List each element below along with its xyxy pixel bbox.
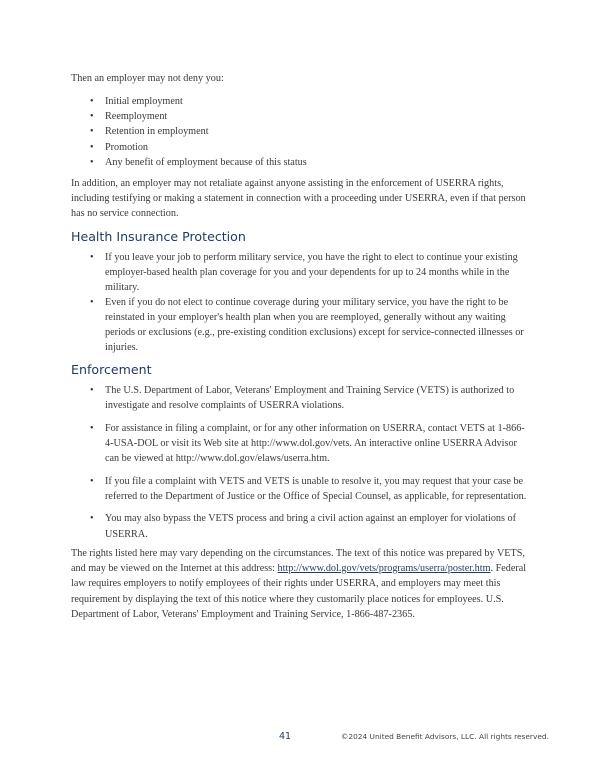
copyright-notice: ©2024 United Benefit Advisors, LLC. All rights reserved. xyxy=(341,732,549,741)
list-item: • You may also bypass the VETS process and bring a civil action against an employer for violations of USERRA. xyxy=(90,511,531,541)
list-item: • Initial employment xyxy=(90,94,531,109)
page-number: 41 xyxy=(279,731,292,742)
health-insurance-heading: Health Insurance Protection xyxy=(71,228,246,244)
deny-list xyxy=(71,94,531,169)
list-item: • Promotion xyxy=(90,140,531,155)
list-item: • Retention in employment xyxy=(90,124,531,139)
enforcement-heading: Enforcement xyxy=(71,362,152,378)
enforcement-list xyxy=(71,383,531,541)
list-item: • If you file a complaint with VETS and VETS is unable to resolve it, you may request that your case be referred to the Department of Justice or the Office of Special Counsel, as applicable, for representation. xyxy=(90,474,531,504)
list-item: • For assistance in filing a complaint, or for any other information on USERRA, contact VETS at 1-866-4-USA-DOL or visit its Web site at http://www.dol.gov/vets. An interactive online USERRA Advisor can be viewed at http://www.dol.gov/elaws/userra.htm. xyxy=(90,421,531,466)
closing-text-end: . Federal law requires employers to notify employees of their rights under USERRA, and employers may meet this requirement by displaying the text of this notice where they customarily place notices for employees. U.S. Department of Labor, Veterans' Employment and Training Service, 1-866-487-2365. xyxy=(71,562,527,620)
retaliation-paragraph: In addition, an employer may not retaliate against anyone assisting in the enforcement of USERRA rights, including testifying or making a statement in connection with a proceeding under USERRA, even if that person has no service connection. xyxy=(71,177,526,220)
health-insurance-list xyxy=(71,250,531,356)
closing-paragraph xyxy=(71,546,531,622)
poster-link[interactable]: http://www.dol.gov/vets/programs/userra/poster.htm xyxy=(277,562,491,574)
document-page xyxy=(71,71,531,622)
list-item: • The U.S. Department of Labor, Veterans' Employment and Training Service (VETS) is authorized to investigate and resolve complaints of USERRA violations. xyxy=(90,383,531,413)
list-item: • If you leave your job to perform military service, you have the right to elect to continue your existing employer-based health plan coverage for you and your dependents for up to 24 months while in the military. xyxy=(90,250,531,295)
intro-text: Then an employer may not deny you: xyxy=(71,73,224,84)
page-footer xyxy=(0,731,600,745)
closing-text-start: The rights listed here may vary depending on the circumstances. The text of this notice was prepared by VETS, and may be viewed on the Internet at this address: xyxy=(71,547,525,574)
list-item: • Any benefit of employment because of this status xyxy=(90,155,531,170)
list-item: • Even if you do not elect to continue coverage during your military service, you have the right to be reinstated in your employer's health plan when you are reemployed, generally without any waiting periods or exclusions (e.g., pre-existing condition exclusions) except for service-connected illnesses or injuries. xyxy=(90,295,531,355)
list-item: • Reemployment xyxy=(90,109,531,124)
